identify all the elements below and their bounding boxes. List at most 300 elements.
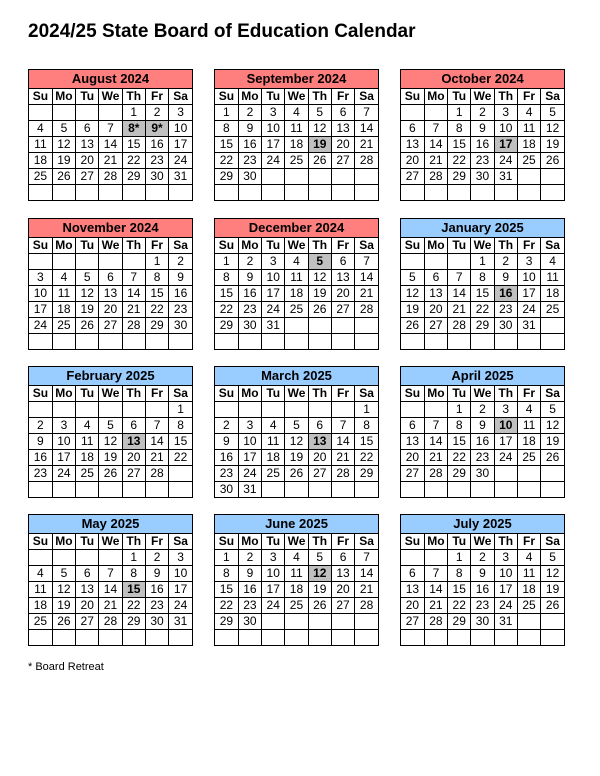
day-cell: 27 — [122, 466, 145, 482]
day-cell: 29 — [471, 318, 494, 334]
day-cell: 18 — [517, 137, 540, 153]
day-cell: 1 — [145, 254, 168, 270]
day-cell: 15 — [448, 434, 471, 450]
day-cell: 17 — [238, 450, 261, 466]
day-cell: 25 — [517, 153, 540, 169]
day-cell: 21 — [331, 450, 354, 466]
day-cell: 16 — [471, 434, 494, 450]
empty-day-cell — [308, 334, 331, 350]
empty-day-cell — [262, 482, 285, 498]
week-row — [401, 334, 564, 350]
empty-day-cell — [76, 550, 99, 566]
day-cell: 15 — [215, 286, 238, 302]
day-cell: 11 — [517, 566, 540, 582]
week-row — [215, 270, 378, 286]
day-cell: 25 — [52, 318, 75, 334]
empty-day-cell — [99, 630, 122, 646]
empty-day-cell — [517, 614, 540, 630]
weekday-label: Tu — [76, 89, 99, 105]
day-cell: 20 — [401, 450, 424, 466]
empty-day-cell — [29, 402, 52, 418]
weekday-label: Th — [494, 89, 517, 105]
day-cell: 18 — [29, 153, 52, 169]
day-cell: 13 — [76, 582, 99, 598]
empty-day-cell — [494, 334, 517, 350]
weekday-label: We — [471, 89, 494, 105]
weekday-label: Mo — [424, 386, 447, 402]
board-meeting-day: 8* — [122, 121, 145, 137]
empty-day-cell — [541, 334, 564, 350]
day-cell: 29 — [145, 318, 168, 334]
day-cell: 12 — [99, 434, 122, 450]
empty-day-cell — [169, 466, 192, 482]
day-cell: 16 — [471, 137, 494, 153]
day-cell: 29 — [215, 614, 238, 630]
day-cell: 18 — [285, 137, 308, 153]
weekday-label: Su — [29, 386, 52, 402]
day-cell: 19 — [285, 450, 308, 466]
week-row — [29, 450, 192, 466]
weekday-label: Su — [29, 89, 52, 105]
day-cell: 6 — [424, 270, 447, 286]
week-row — [215, 286, 378, 302]
week-row — [215, 450, 378, 466]
weekday-label: Sa — [169, 534, 192, 550]
empty-day-cell — [122, 482, 145, 498]
day-cell: 25 — [76, 466, 99, 482]
day-cell: 5 — [308, 105, 331, 121]
day-cell: 27 — [331, 302, 354, 318]
day-cell: 20 — [331, 137, 354, 153]
day-cell: 4 — [285, 105, 308, 121]
day-cell: 25 — [541, 302, 564, 318]
day-cell: 26 — [308, 153, 331, 169]
weekday-header-row — [401, 534, 564, 550]
month-title: June 2025 — [215, 515, 378, 534]
day-cell: 29 — [122, 614, 145, 630]
weekday-label: Fr — [331, 238, 354, 254]
week-row — [401, 630, 564, 646]
week-row — [215, 418, 378, 434]
day-cell: 30 — [238, 318, 261, 334]
weekday-label: Tu — [262, 89, 285, 105]
empty-day-cell — [169, 482, 192, 498]
day-cell: 2 — [471, 105, 494, 121]
empty-day-cell — [331, 185, 354, 201]
day-cell: 23 — [471, 598, 494, 614]
weekday-label: Th — [494, 534, 517, 550]
day-cell: 6 — [99, 270, 122, 286]
week-row — [29, 185, 192, 201]
day-cell: 26 — [99, 466, 122, 482]
day-cell: 13 — [331, 270, 354, 286]
weekday-header-row — [401, 386, 564, 402]
board-meeting-day: 13 — [308, 434, 331, 450]
empty-day-cell — [471, 334, 494, 350]
empty-day-cell — [285, 482, 308, 498]
weekday-label: Mo — [238, 386, 261, 402]
empty-day-cell — [424, 550, 447, 566]
weekday-label: We — [99, 238, 122, 254]
empty-day-cell — [494, 630, 517, 646]
day-cell: 13 — [99, 286, 122, 302]
weekday-label: Su — [215, 238, 238, 254]
empty-day-cell — [52, 402, 75, 418]
empty-day-cell — [99, 482, 122, 498]
month-day-grid — [215, 238, 378, 349]
week-row — [401, 169, 564, 185]
empty-day-cell — [517, 482, 540, 498]
weekday-label: Tu — [448, 89, 471, 105]
month-title: September 2024 — [215, 70, 378, 89]
month-title: March 2025 — [215, 367, 378, 386]
week-row — [401, 418, 564, 434]
day-cell: 11 — [517, 418, 540, 434]
weekday-header-row — [215, 534, 378, 550]
week-row — [401, 466, 564, 482]
weekday-header-row — [215, 89, 378, 105]
week-row — [29, 334, 192, 350]
day-cell: 7 — [424, 121, 447, 137]
day-cell: 2 — [169, 254, 192, 270]
month-title: April 2025 — [401, 367, 564, 386]
day-cell: 3 — [494, 550, 517, 566]
weekday-label: Tu — [76, 238, 99, 254]
day-cell: 13 — [331, 121, 354, 137]
day-cell: 27 — [424, 318, 447, 334]
weekday-label: Mo — [52, 89, 75, 105]
month-day-grid — [401, 386, 564, 497]
weekday-label: Su — [401, 89, 424, 105]
day-cell: 2 — [471, 550, 494, 566]
day-cell: 6 — [331, 105, 354, 121]
weekday-label: Th — [122, 89, 145, 105]
empty-day-cell — [122, 402, 145, 418]
weekday-header-row — [29, 89, 192, 105]
day-cell: 21 — [99, 598, 122, 614]
day-cell: 3 — [262, 105, 285, 121]
empty-day-cell — [331, 402, 354, 418]
empty-day-cell — [52, 254, 75, 270]
day-cell: 27 — [99, 318, 122, 334]
week-row — [215, 566, 378, 582]
day-cell: 24 — [262, 598, 285, 614]
week-row — [401, 286, 564, 302]
day-cell: 1 — [122, 550, 145, 566]
day-cell: 9 — [238, 566, 261, 582]
day-cell: 7 — [145, 418, 168, 434]
day-cell: 17 — [494, 582, 517, 598]
day-cell: 18 — [285, 286, 308, 302]
day-cell: 1 — [448, 105, 471, 121]
day-cell: 29 — [215, 318, 238, 334]
day-cell: 14 — [448, 286, 471, 302]
day-cell: 29 — [448, 466, 471, 482]
empty-day-cell — [285, 402, 308, 418]
empty-day-cell — [471, 630, 494, 646]
weekday-header-row — [29, 386, 192, 402]
day-cell: 5 — [308, 550, 331, 566]
day-cell: 8 — [169, 418, 192, 434]
day-cell: 1 — [471, 254, 494, 270]
day-cell: 23 — [29, 466, 52, 482]
day-cell: 24 — [494, 450, 517, 466]
day-cell: 4 — [262, 418, 285, 434]
empty-day-cell — [331, 334, 354, 350]
day-cell: 5 — [52, 566, 75, 582]
empty-day-cell — [517, 466, 540, 482]
empty-day-cell — [517, 334, 540, 350]
week-row — [401, 482, 564, 498]
day-cell: 8 — [122, 566, 145, 582]
weekday-label: Su — [29, 238, 52, 254]
empty-day-cell — [52, 630, 75, 646]
day-cell: 12 — [52, 582, 75, 598]
empty-day-cell — [52, 334, 75, 350]
weekday-label: We — [285, 534, 308, 550]
day-cell: 10 — [517, 270, 540, 286]
footnote: * Board Retreat — [28, 661, 104, 673]
month-day-grid — [215, 89, 378, 200]
day-cell: 13 — [401, 137, 424, 153]
weekday-label: Th — [122, 534, 145, 550]
week-row — [401, 121, 564, 137]
board-meeting-day: 5 — [308, 254, 331, 270]
empty-day-cell — [99, 185, 122, 201]
day-cell: 28 — [424, 466, 447, 482]
day-cell: 28 — [99, 169, 122, 185]
day-cell: 6 — [401, 418, 424, 434]
day-cell: 18 — [52, 302, 75, 318]
day-cell: 18 — [29, 598, 52, 614]
weekday-label: Mo — [424, 89, 447, 105]
day-cell: 25 — [29, 169, 52, 185]
day-cell: 10 — [238, 434, 261, 450]
day-cell: 11 — [29, 137, 52, 153]
day-cell: 9 — [215, 434, 238, 450]
day-cell: 10 — [262, 121, 285, 137]
empty-day-cell — [494, 482, 517, 498]
week-row — [215, 482, 378, 498]
day-cell: 15 — [215, 137, 238, 153]
day-cell: 17 — [52, 450, 75, 466]
day-cell: 14 — [122, 286, 145, 302]
weekday-label: Tu — [262, 534, 285, 550]
empty-day-cell — [76, 254, 99, 270]
day-cell: 28 — [355, 302, 378, 318]
weekday-header-row — [401, 238, 564, 254]
empty-day-cell — [238, 185, 261, 201]
day-cell: 11 — [76, 434, 99, 450]
empty-day-cell — [285, 614, 308, 630]
empty-day-cell — [169, 185, 192, 201]
day-cell: 8 — [215, 566, 238, 582]
day-cell: 31 — [169, 614, 192, 630]
day-cell: 21 — [355, 286, 378, 302]
week-row — [29, 270, 192, 286]
day-cell: 3 — [29, 270, 52, 286]
empty-day-cell — [285, 318, 308, 334]
day-cell: 29 — [448, 614, 471, 630]
day-cell: 4 — [52, 270, 75, 286]
day-cell: 25 — [517, 598, 540, 614]
empty-day-cell — [285, 334, 308, 350]
day-cell: 8 — [471, 270, 494, 286]
day-cell: 26 — [308, 598, 331, 614]
day-cell: 26 — [308, 302, 331, 318]
weekday-label: Fr — [517, 89, 540, 105]
week-row — [215, 434, 378, 450]
empty-day-cell — [401, 185, 424, 201]
month-title: November 2024 — [29, 219, 192, 238]
day-cell: 3 — [238, 418, 261, 434]
day-cell: 11 — [285, 121, 308, 137]
month-calendar — [214, 218, 379, 350]
week-row — [215, 582, 378, 598]
weekday-label: Th — [494, 386, 517, 402]
day-cell: 12 — [308, 121, 331, 137]
day-cell: 31 — [494, 169, 517, 185]
day-cell: 22 — [448, 598, 471, 614]
empty-day-cell — [308, 169, 331, 185]
day-cell: 20 — [76, 598, 99, 614]
week-row — [215, 598, 378, 614]
day-cell: 2 — [494, 254, 517, 270]
weekday-label: Sa — [169, 89, 192, 105]
empty-day-cell — [355, 318, 378, 334]
day-cell: 19 — [76, 302, 99, 318]
day-cell: 22 — [448, 450, 471, 466]
day-cell: 24 — [52, 466, 75, 482]
day-cell: 27 — [401, 466, 424, 482]
month-day-grid — [29, 238, 192, 349]
day-cell: 8 — [448, 418, 471, 434]
empty-day-cell — [29, 334, 52, 350]
day-cell: 30 — [169, 318, 192, 334]
empty-day-cell — [99, 402, 122, 418]
day-cell: 14 — [355, 270, 378, 286]
day-cell: 17 — [262, 137, 285, 153]
board-meeting-day: 17 — [494, 137, 517, 153]
day-cell: 30 — [471, 169, 494, 185]
day-cell: 5 — [401, 270, 424, 286]
day-cell: 18 — [517, 582, 540, 598]
day-cell: 28 — [355, 153, 378, 169]
day-cell: 27 — [401, 614, 424, 630]
day-cell: 8 — [145, 270, 168, 286]
day-cell: 27 — [331, 153, 354, 169]
day-cell: 1 — [355, 402, 378, 418]
day-cell: 14 — [331, 434, 354, 450]
day-cell: 13 — [424, 286, 447, 302]
weekday-label: We — [285, 238, 308, 254]
day-cell: 19 — [52, 598, 75, 614]
day-cell: 14 — [99, 582, 122, 598]
month-calendar — [28, 514, 193, 646]
day-cell: 10 — [494, 566, 517, 582]
week-row — [401, 550, 564, 566]
day-cell: 11 — [285, 270, 308, 286]
day-cell: 9 — [494, 270, 517, 286]
day-cell: 3 — [517, 254, 540, 270]
empty-day-cell — [424, 254, 447, 270]
day-cell: 19 — [99, 450, 122, 466]
week-row — [29, 482, 192, 498]
board-meeting-day: 10 — [494, 418, 517, 434]
board-meeting-day: 19 — [308, 137, 331, 153]
day-cell: 21 — [424, 598, 447, 614]
weekday-label: Tu — [262, 238, 285, 254]
empty-day-cell — [424, 630, 447, 646]
weekday-label: Tu — [448, 238, 471, 254]
empty-day-cell — [541, 318, 564, 334]
day-cell: 12 — [76, 286, 99, 302]
day-cell: 6 — [401, 121, 424, 137]
empty-day-cell — [145, 185, 168, 201]
day-cell: 16 — [169, 286, 192, 302]
empty-day-cell — [424, 482, 447, 498]
empty-day-cell — [122, 334, 145, 350]
week-row — [215, 185, 378, 201]
empty-day-cell — [331, 169, 354, 185]
empty-day-cell — [355, 185, 378, 201]
day-cell: 12 — [285, 434, 308, 450]
month-day-grid — [29, 89, 192, 200]
weekday-label: Tu — [76, 534, 99, 550]
day-cell: 14 — [355, 566, 378, 582]
day-cell: 25 — [29, 614, 52, 630]
day-cell: 2 — [471, 402, 494, 418]
day-cell: 16 — [238, 137, 261, 153]
month-title: February 2025 — [29, 367, 192, 386]
day-cell: 22 — [215, 153, 238, 169]
day-cell: 1 — [169, 402, 192, 418]
empty-day-cell — [262, 185, 285, 201]
empty-day-cell — [122, 254, 145, 270]
empty-day-cell — [401, 402, 424, 418]
empty-day-cell — [262, 402, 285, 418]
day-cell: 7 — [448, 270, 471, 286]
day-cell: 3 — [262, 254, 285, 270]
day-cell: 7 — [99, 121, 122, 137]
day-cell: 16 — [215, 450, 238, 466]
day-cell: 6 — [122, 418, 145, 434]
week-row — [29, 121, 192, 137]
week-row — [29, 550, 192, 566]
week-row — [29, 434, 192, 450]
day-cell: 11 — [517, 121, 540, 137]
day-cell: 16 — [238, 286, 261, 302]
day-cell: 24 — [238, 466, 261, 482]
day-cell: 23 — [494, 302, 517, 318]
day-cell: 21 — [355, 137, 378, 153]
empty-day-cell — [448, 630, 471, 646]
day-cell: 3 — [52, 418, 75, 434]
day-cell: 28 — [331, 466, 354, 482]
empty-day-cell — [76, 630, 99, 646]
empty-day-cell — [76, 185, 99, 201]
day-cell: 24 — [169, 153, 192, 169]
week-row — [401, 614, 564, 630]
empty-day-cell — [29, 254, 52, 270]
day-cell: 27 — [331, 598, 354, 614]
empty-day-cell — [448, 254, 471, 270]
week-row — [401, 254, 564, 270]
empty-day-cell — [355, 630, 378, 646]
week-row — [401, 402, 564, 418]
weekday-label: We — [285, 89, 308, 105]
weekday-label: Su — [401, 238, 424, 254]
